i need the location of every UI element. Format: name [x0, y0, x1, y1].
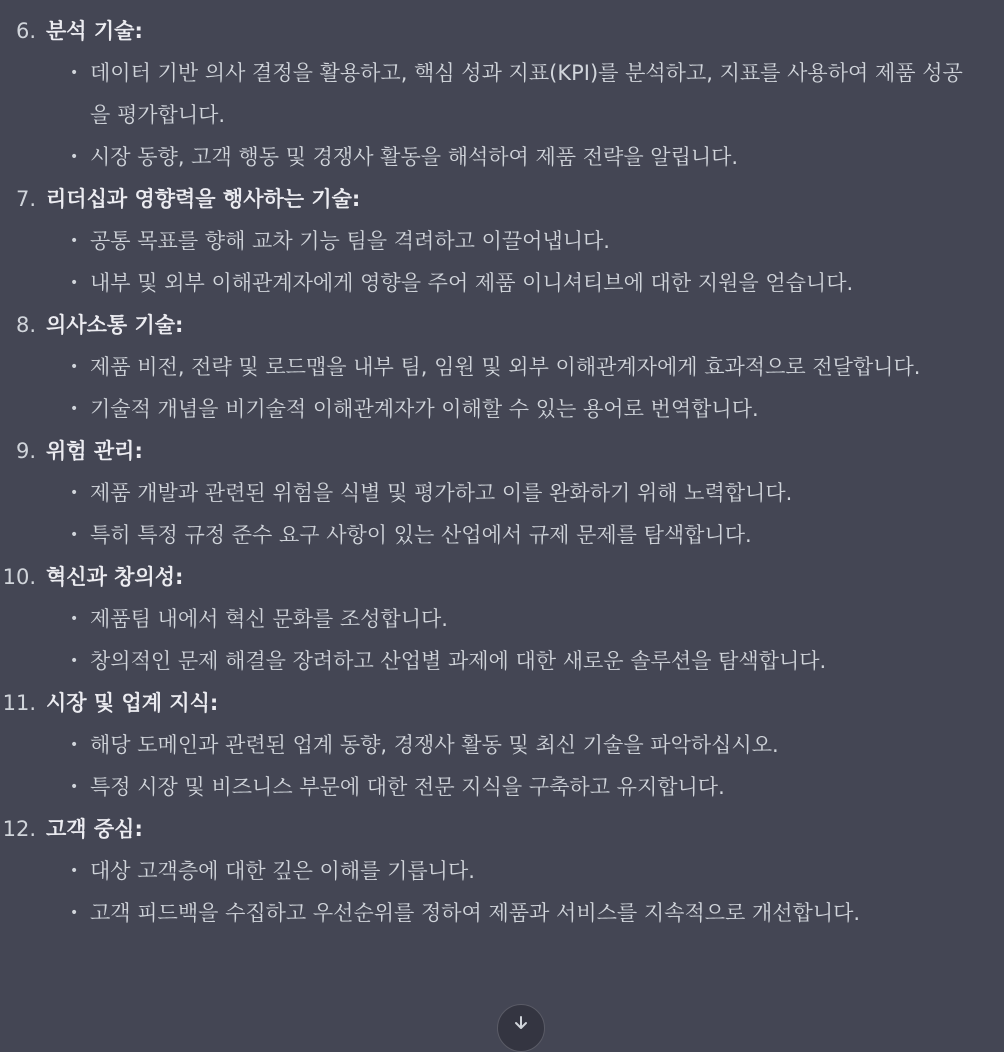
- bullet-dot: •: [70, 149, 79, 165]
- section-title: 리더십과 영향력을 행사하는 기술:: [46, 187, 361, 211]
- list-item: [0, 598, 1004, 640]
- bullet-dot: •: [70, 275, 79, 291]
- section-number: 7.: [15, 187, 36, 211]
- bullet-text: 특히 특정 규정 준수 요구 사항이 있는 산업에서 규제 문제를 탐색합니다.: [90, 523, 752, 547]
- bullet-dot: •: [70, 65, 79, 81]
- message-content: [0, 10, 1004, 934]
- section-number: 10.: [2, 565, 36, 589]
- bullet-text: 데이터 기반 의사 결정을 활용하고, 핵심 성과 지표(KPI)를 분석하고, 지표를 사용하여 제품 성공을 평가합니다.: [90, 61, 963, 127]
- bullet-dot: •: [70, 779, 79, 795]
- section-title: 의사소통 기술:: [46, 313, 184, 337]
- bullet-text: 제품 비전, 전략 및 로드맵을 내부 팀, 임원 및 외부 이해관계자에게 효과적으로 전달합니다.: [90, 355, 921, 379]
- section-number: 12.: [2, 817, 36, 841]
- bullet-text: 기술적 개념을 비기술적 이해관계자가 이해할 수 있는 용어로 번역합니다.: [90, 397, 759, 421]
- list-item: [0, 346, 1004, 388]
- section-number: 11.: [2, 691, 36, 715]
- list-section: [0, 682, 1004, 808]
- bullet-text: 공통 목표를 향해 교차 기능 팀을 격려하고 이끌어냅니다.: [90, 229, 610, 253]
- section-number: 8.: [15, 313, 36, 337]
- section-title: 위험 관리:: [46, 439, 143, 463]
- bullet-text: 대상 고객층에 대한 깊은 이해를 기릅니다.: [90, 859, 475, 883]
- bullet-text: 제품팀 내에서 혁신 문화를 조성합니다.: [90, 607, 448, 631]
- bullet-dot: •: [70, 233, 79, 249]
- list-section: [0, 430, 1004, 556]
- section-heading: [0, 556, 1004, 598]
- bullet-dot: •: [70, 863, 79, 879]
- section-title: 혁신과 창의성:: [46, 565, 184, 589]
- bullet-dot: •: [70, 905, 79, 921]
- section-title: 분석 기술:: [46, 19, 143, 43]
- section-title: 고객 중심:: [46, 817, 143, 841]
- section-heading: [0, 808, 1004, 850]
- section-number: 9.: [15, 439, 36, 463]
- list-item: [0, 724, 1004, 766]
- bullet-list: [0, 598, 1004, 682]
- section-heading: [0, 430, 1004, 472]
- section-heading: [0, 10, 1004, 52]
- list-item: [0, 52, 1004, 136]
- bullet-list: [0, 724, 1004, 808]
- list-section: [0, 178, 1004, 304]
- bullet-dot: •: [70, 359, 79, 375]
- section-heading: [0, 682, 1004, 724]
- list-item: [0, 262, 1004, 304]
- list-section: [0, 556, 1004, 682]
- list-item: [0, 892, 1004, 934]
- bullet-text: 해당 도메인과 관련된 업계 동향, 경쟁사 활동 및 최신 기술을 파악하십시오.: [90, 733, 779, 757]
- bullet-dot: •: [70, 527, 79, 543]
- list-section: [0, 808, 1004, 934]
- list-item: [0, 136, 1004, 178]
- arrow-down-icon: [513, 1015, 529, 1031]
- list-section: [0, 10, 1004, 178]
- bullet-list: [0, 472, 1004, 556]
- bullet-dot: •: [70, 611, 79, 627]
- bullet-text: 특정 시장 및 비즈니스 부문에 대한 전문 지식을 구축하고 유지합니다.: [90, 775, 725, 799]
- list-item: [0, 640, 1004, 682]
- list-item: [0, 220, 1004, 262]
- section-heading: [0, 178, 1004, 220]
- bullet-text: 고객 피드백을 수집하고 우선순위를 정하여 제품과 서비스를 지속적으로 개선합니다.: [90, 901, 861, 925]
- bullet-text: 시장 동향, 고객 행동 및 경쟁사 활동을 해석하여 제품 전략을 알립니다.: [90, 145, 739, 169]
- bullet-list: [0, 850, 1004, 934]
- bullet-list: [0, 346, 1004, 430]
- bullet-list: [0, 52, 1004, 178]
- bullet-dot: •: [70, 653, 79, 669]
- list-item: [0, 514, 1004, 556]
- bullet-text: 제품 개발과 관련된 위험을 식별 및 평가하고 이를 완화하기 위해 노력합니다.: [90, 481, 793, 505]
- list-section: [0, 304, 1004, 430]
- bullet-text: 창의적인 문제 해결을 장려하고 산업별 과제에 대한 새로운 솔루션을 탐색합니다.: [90, 649, 827, 673]
- bullet-dot: •: [70, 485, 79, 501]
- bullet-list: [0, 220, 1004, 304]
- list-item: [0, 388, 1004, 430]
- scroll-to-bottom-button[interactable]: [497, 1004, 545, 1052]
- bullet-dot: •: [70, 737, 79, 753]
- section-heading: [0, 304, 1004, 346]
- section-number: 6.: [15, 19, 36, 43]
- list-item: [0, 850, 1004, 892]
- list-item: [0, 472, 1004, 514]
- bullet-text: 내부 및 외부 이해관계자에게 영향을 주어 제품 이니셔티브에 대한 지원을 얻습니다.: [90, 271, 854, 295]
- bullet-dot: •: [70, 401, 79, 417]
- list-item: [0, 766, 1004, 808]
- section-title: 시장 및 업계 지식:: [46, 691, 219, 715]
